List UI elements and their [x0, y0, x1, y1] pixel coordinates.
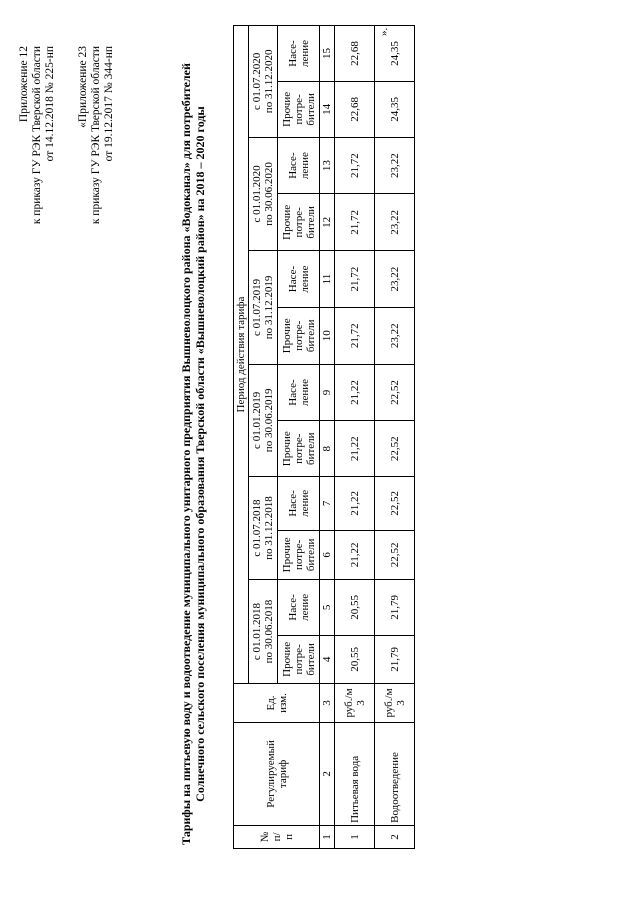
closing-quote-mark: ». — [378, 27, 390, 36]
tariff-value: 21,72 — [335, 137, 375, 194]
category-other-consumers: Прочие потре- бители — [278, 530, 320, 579]
tariff-value: 21,72 — [335, 194, 375, 251]
appendix-header-new — [18, 46, 57, 224]
column-number: 15 — [320, 26, 335, 82]
column-number: 14 — [320, 82, 335, 138]
tariff-value: 23,22 — [375, 251, 415, 308]
column-number: 4 — [320, 635, 335, 683]
column-number: 3 — [320, 684, 335, 723]
appendix-header-old — [77, 46, 116, 224]
column-number: 7 — [320, 477, 335, 531]
category-other-consumers: Прочие потре- бители — [278, 82, 320, 138]
document-title-line1: Тарифы на питьевую воду и водоотведение муниципального унитарного предприятия Вышневолоцкого района «Водоканал» для потребителей — [179, 63, 193, 845]
tariff-value: 21,79 — [375, 635, 415, 683]
table-row-wastewater — [375, 26, 415, 849]
tariff-value: 24,35 — [375, 82, 415, 138]
category-other-consumers: Прочие потре- бители — [278, 307, 320, 364]
tariff-value: 21,22 — [335, 477, 375, 531]
tariff-name: Водоотведение — [375, 722, 415, 825]
category-population: Насе- ление — [278, 26, 320, 82]
header-unit: Ед. изм. — [234, 684, 320, 723]
tariff-value: 22,68 — [335, 26, 375, 82]
tariff-name: Питьевая вода — [335, 722, 375, 825]
column-number: 13 — [320, 137, 335, 194]
tariff-value: 22,52 — [375, 530, 415, 579]
appendix-header-old-line3: от 19.12.2017 № 344-нп — [103, 46, 115, 162]
category-other-consumers: Прочие потре- бители — [278, 635, 320, 683]
period-header: с 01.07.2018 по 31.12.2018 — [249, 477, 278, 580]
column-number: 10 — [320, 307, 335, 364]
header-tariff-period: Период действия тарифа — [234, 26, 249, 684]
tariff-value: 20,55 — [335, 635, 375, 683]
tariff-value: 21,22 — [335, 364, 375, 421]
tariff-value: 22,68 — [335, 82, 375, 138]
row-number: 2 — [375, 825, 415, 848]
table-row-drinking-water — [335, 26, 375, 849]
appendix-header-old-line2: к приказу ГУ РЭК Тверской области — [90, 46, 102, 225]
category-population: Насе- ление — [278, 477, 320, 531]
tariff-value: 22,52 — [375, 477, 415, 531]
column-number: 5 — [320, 580, 335, 636]
period-header: с 01.07.2019 по 31.12.2019 — [249, 251, 278, 364]
document-title-line2: Солнечного сельского поселения муниципального образования Тверской области «Вышневолоцкий район» на 2018 – 2020 годы — [193, 106, 207, 802]
unit-cell: руб./м 3 — [375, 684, 415, 723]
category-population: Насе- ление — [278, 580, 320, 636]
appendix-header-new-line1: Приложение 12 — [18, 46, 30, 123]
column-number: 6 — [320, 530, 335, 579]
document-title — [179, 44, 207, 864]
appendix-header-new-line2: к приказу ГУ РЭК Тверской области — [31, 46, 43, 225]
period-header: с 01.01.2020 по 30.06.2020 — [249, 137, 278, 250]
column-number: 2 — [320, 722, 335, 825]
column-number: 1 — [320, 825, 335, 848]
tariff-value: 20,55 — [335, 580, 375, 636]
tariff-value: 22,52 — [375, 421, 415, 477]
header-regulated-tariff: Регулируемый тариф — [234, 722, 320, 825]
column-number-row — [320, 26, 335, 849]
category-population: Насе- ление — [278, 137, 320, 194]
category-population: Насе- ление — [278, 364, 320, 421]
appendix-header-new-line3: от 14.12.2018 № 225-нп — [44, 46, 56, 162]
tariff-value: 21,79 — [375, 580, 415, 636]
unit-cell: руб./м 3 — [335, 684, 375, 723]
period-header: с 01.01.2019 по 30.06.2019 — [249, 364, 278, 476]
tariff-value: 21,22 — [335, 530, 375, 579]
appendix-header-old-line1: «Приложение 23 — [77, 46, 89, 128]
column-number: 9 — [320, 364, 335, 421]
column-number: 8 — [320, 421, 335, 477]
column-number: 12 — [320, 194, 335, 251]
tariff-value: 21,22 — [335, 421, 375, 477]
tariff-value: 24,35 — [375, 26, 415, 82]
category-other-consumers: Прочие потре- бители — [278, 194, 320, 251]
tariff-value: 23,22 — [375, 194, 415, 251]
tariff-value: 21,72 — [335, 251, 375, 308]
tariff-value: 23,22 — [375, 307, 415, 364]
category-other-consumers: Прочие потре- бители — [278, 421, 320, 477]
header-row-number: № п/ п — [234, 825, 320, 848]
period-header: с 01.07.2020 по 31.12.2020 — [249, 26, 278, 138]
row-number: 1 — [335, 825, 375, 848]
column-number: 11 — [320, 251, 335, 308]
tariff-value: 22,52 — [375, 364, 415, 421]
category-population: Насе- ление — [278, 251, 320, 308]
tariff-table — [233, 25, 415, 849]
tariff-value: 23,22 — [375, 137, 415, 194]
period-header: с 01.01.2018 по 30.06.2018 — [249, 580, 278, 684]
tariff-value: 21,72 — [335, 307, 375, 364]
